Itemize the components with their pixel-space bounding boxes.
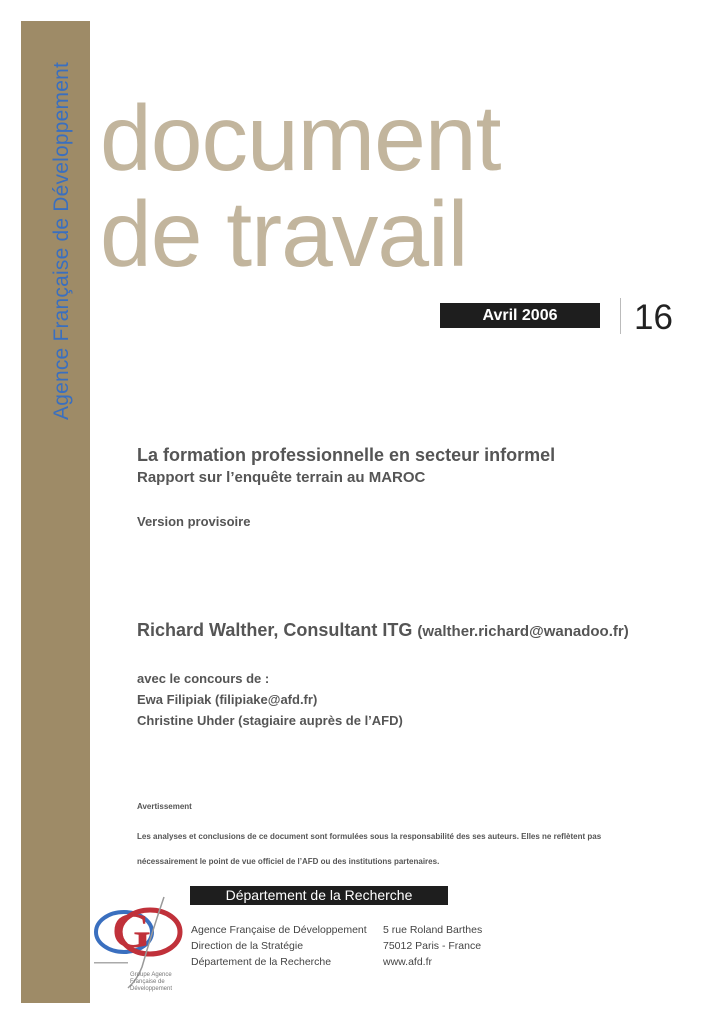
document-number: 16 bbox=[634, 298, 673, 337]
number-divider bbox=[620, 298, 621, 334]
logo-caption-1: Groupe Agence bbox=[130, 972, 172, 978]
header-line-document: document bbox=[100, 86, 501, 190]
author-name: Richard Walther, Consultant ITG bbox=[137, 620, 413, 640]
disclaimer-title: Avertissement bbox=[137, 802, 192, 811]
document-title: La formation professionnelle en secteur informel bbox=[137, 445, 556, 465]
footer-line: 75012 Paris - France bbox=[383, 940, 482, 952]
document-version: Version provisoire bbox=[137, 514, 251, 529]
footer-line: 5 rue Roland Barthes bbox=[383, 924, 483, 936]
contributor-item: Christine Uhder (stagiaire auprès de l’AFD) bbox=[137, 713, 403, 728]
footer-address-street bbox=[383, 922, 482, 970]
logo-caption-2: Française de bbox=[130, 979, 165, 985]
footer-address-org bbox=[191, 922, 367, 970]
disclaimer-line: nécessairement le point de vue officiel de l’AFD ou des institutions partenaires. bbox=[137, 857, 440, 866]
logo-caption-3: Développement bbox=[130, 986, 173, 992]
department-bar: Département de la Recherche bbox=[190, 886, 448, 905]
footer-line: Agence Française de Développement bbox=[191, 924, 367, 936]
date-badge: Avril 2006 bbox=[440, 303, 600, 328]
author-line bbox=[137, 620, 629, 641]
contributors-block bbox=[137, 668, 403, 731]
footer-line: Département de la Recherche bbox=[191, 956, 332, 968]
header-line-de-travail: de travail bbox=[100, 182, 468, 286]
vertical-org-name: Agence Française de Développement bbox=[50, 62, 73, 420]
logo-letters: G bbox=[112, 902, 151, 958]
footer-website-link[interactable]: www.afd.fr bbox=[383, 956, 433, 968]
afd-logo bbox=[92, 892, 192, 992]
document-subtitle: Rapport sur l’enquête terrain au MAROC bbox=[137, 469, 426, 486]
disclaimer-line: Les analyses et conclusions de ce document sont formulées sous la responsabilité des ses auteurs. Elles ne reflètent pas bbox=[137, 832, 602, 841]
logo-rule bbox=[94, 962, 128, 964]
footer-line: Direction de la Stratégie bbox=[191, 940, 304, 952]
disclaimer-text bbox=[137, 824, 657, 874]
concours-label: avec le concours de : bbox=[137, 671, 270, 686]
author-email[interactable]: (walther.richard@wanadoo.fr) bbox=[417, 623, 629, 640]
contributor-item: Ewa Filipiak (filipiake@afd.fr) bbox=[137, 692, 318, 707]
